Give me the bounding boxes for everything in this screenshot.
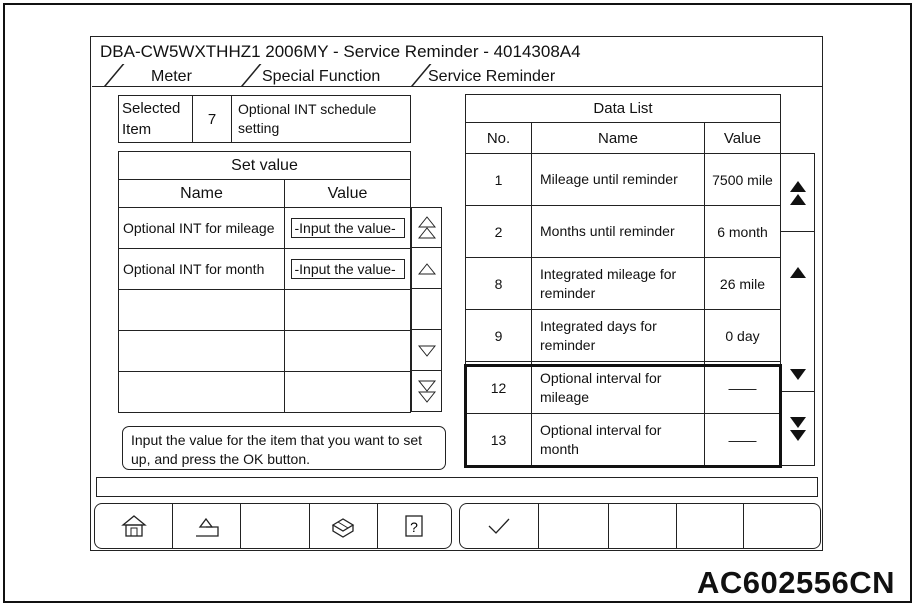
row-no: 1 (466, 154, 532, 206)
ok-check-icon (486, 516, 512, 536)
tab-divider (92, 86, 822, 87)
double-down-icon (789, 415, 807, 443)
up-outline-icon (418, 262, 436, 276)
svg-text:?: ? (410, 519, 419, 535)
selected-item-name: Optional INT schedule setting (232, 96, 411, 143)
row-value: —— (705, 362, 781, 414)
set-value-title: Set value (119, 152, 411, 180)
data-list-scrollbar[interactable] (781, 153, 815, 466)
selected-item-box (118, 95, 411, 143)
help-message: Input the value for the item that you want to set up, and press the OK button. (122, 426, 446, 470)
tab-special-function[interactable]: Special Function (262, 68, 381, 85)
row-value: 6 month (705, 206, 781, 258)
down-outline-icon (418, 344, 436, 358)
data-list-row[interactable] (466, 206, 781, 258)
set-value-scrollbar[interactable] (411, 207, 442, 412)
row-name: Integrated days for reminder (532, 310, 705, 362)
ok-button[interactable] (460, 504, 539, 548)
data-list-header-no: No. (466, 123, 532, 154)
row-value: 26 mile (705, 258, 781, 310)
row-name: Optional interval for mileage (532, 362, 705, 414)
empty-button[interactable] (241, 504, 309, 548)
help-button[interactable] (378, 504, 451, 548)
row-name: Months until reminder (532, 206, 705, 258)
page-down-button[interactable] (781, 393, 814, 465)
data-list-row[interactable] (466, 310, 781, 362)
tab-meter[interactable]: Meter (151, 68, 192, 85)
month-value-input[interactable]: -Input the value- (291, 259, 405, 279)
data-list-header-value: Value (705, 123, 781, 154)
page-up-button[interactable] (412, 208, 441, 248)
data-list-title: Data List (466, 95, 781, 123)
row-name: Mileage until reminder (532, 154, 705, 206)
set-value-name: Optional INT for month (119, 249, 285, 290)
down-icon (789, 367, 807, 381)
row-value: —— (705, 414, 781, 466)
set-value-row-empty (119, 290, 411, 331)
mileage-value-input[interactable]: -Input the value- (291, 218, 405, 238)
print-button[interactable] (310, 504, 378, 548)
row-no: 12 (466, 362, 532, 414)
row-name: Optional interval for month (532, 414, 705, 466)
empty-button[interactable] (744, 504, 820, 548)
back-button[interactable] (173, 504, 241, 548)
empty-button[interactable] (539, 504, 610, 548)
empty-button[interactable] (609, 504, 677, 548)
figure-code: AC602556CN (697, 565, 895, 600)
row-no: 9 (466, 310, 532, 362)
set-value-row-empty (119, 372, 411, 413)
data-list-row[interactable] (466, 154, 781, 206)
set-value-header-name: Name (119, 180, 285, 208)
print-icon (329, 513, 357, 539)
back-icon (192, 513, 222, 539)
set-value-name: Optional INT for mileage (119, 208, 285, 249)
highlight-box (464, 364, 782, 468)
window-title: DBA-CW5WXTHHZ1 2006MY - Service Reminder - 4014308A4 (100, 42, 581, 61)
page-down-button[interactable] (412, 372, 441, 412)
home-icon (121, 513, 147, 539)
set-value-table (118, 151, 411, 413)
tab-service-reminder[interactable]: Service Reminder (428, 68, 556, 85)
set-value-row-empty (119, 331, 411, 372)
selected-item-number: 7 (193, 96, 232, 143)
row-name: Integrated mileage for reminder (532, 258, 705, 310)
selected-item-label: Selected Item (119, 96, 193, 143)
row-value: 7500 mile (705, 154, 781, 206)
double-up-icon (789, 179, 807, 207)
action-button-bar (459, 503, 821, 549)
data-list-row[interactable] (466, 258, 781, 310)
row-no: 13 (466, 414, 532, 466)
scroll-up-button[interactable] (781, 233, 814, 313)
data-list-header-name: Name (532, 123, 705, 154)
page-up-button[interactable] (781, 154, 814, 232)
status-bar (96, 477, 818, 497)
home-button[interactable] (95, 504, 173, 548)
set-value-header-value: Value (285, 180, 411, 208)
help-icon (403, 513, 425, 539)
set-value-row (119, 249, 411, 290)
double-up-outline-icon (418, 215, 436, 241)
up-icon (789, 266, 807, 280)
scroll-up-button[interactable] (412, 249, 441, 289)
scroll-down-button[interactable] (412, 331, 441, 371)
empty-button[interactable] (677, 504, 745, 548)
set-value-row (119, 208, 411, 249)
row-value: 0 day (705, 310, 781, 362)
row-no: 8 (466, 258, 532, 310)
double-down-outline-icon (418, 379, 436, 405)
function-button-bar (94, 503, 452, 549)
scroll-track[interactable] (412, 290, 441, 330)
row-no: 2 (466, 206, 532, 258)
scroll-down-button[interactable] (781, 314, 814, 392)
